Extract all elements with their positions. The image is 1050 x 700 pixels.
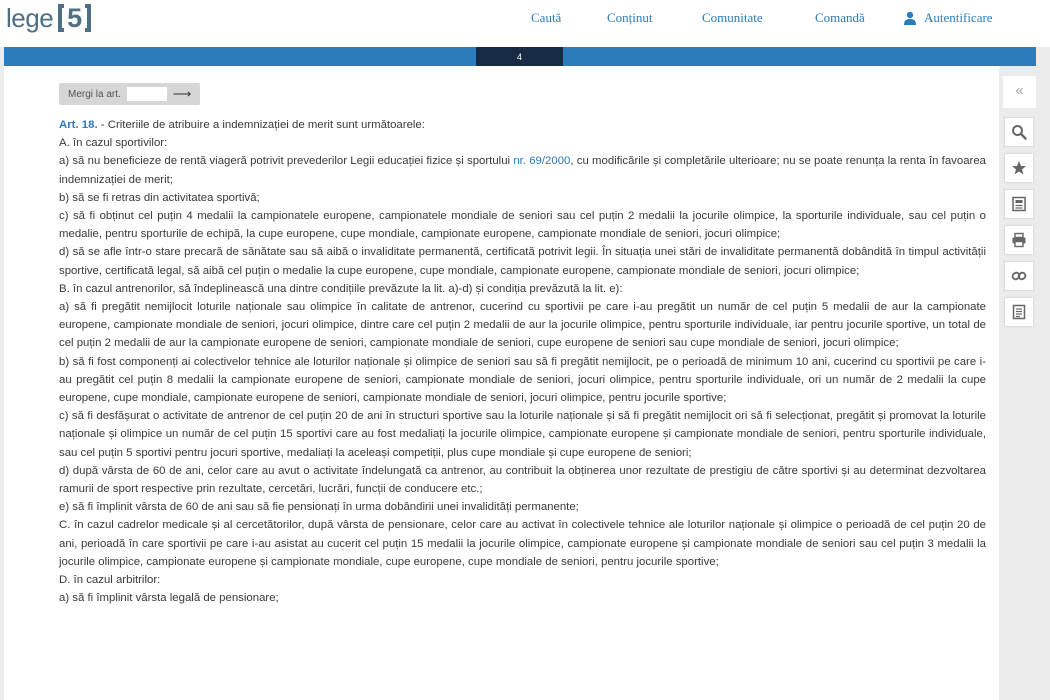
site-header — [0, 0, 1050, 47]
goto-article-box — [59, 83, 200, 105]
section-a-item-a-post: , cu modificările și completările ulterioare; nu se poate renunța la renta în favoarea indemnizației de merit; — [59, 155, 987, 186]
section-a-item-a-pre: a) să nu beneficieze de rentă viageră potrivit prevederilor Legii educației fizice și sportului — [59, 155, 514, 168]
section-a-item-d: d) să se afle într-o stare precară de sănătate sau să aibă o invaliditate permanentă, certificată potrivit legii. În situația unei stări de invaliditate permanentă dobândită în timpul activității sportive, certificată legal, să aibă cel puțin o medalie la cupe europene, cupe mondiale, campionate europene, campionate mondiale de seniori, jocuri olimpice; — [59, 246, 986, 277]
search-tool-button[interactable] — [1004, 117, 1034, 147]
nav-community[interactable]: Comunitate — [702, 10, 763, 25]
star-icon — [1011, 160, 1027, 176]
section-d-item-a: a) să fi împlinit vârsta legală de pensionare; — [59, 592, 279, 605]
article-sep: - — [97, 119, 108, 131]
article-heading — [59, 116, 986, 134]
goto-arrow-button[interactable]: ⟶ — [172, 86, 192, 101]
logo-text: lege — [6, 2, 54, 33]
section-b-item-b: b) să fi fost componenți ai colectivelor tehnice ale loturilor naționale și olimpice de seniori sau să fi pregătit nemijlocit, pe o perioadă de minimum 10 ani, cucerind cu sportivii pe care i-au pregătit cel puțin 8 medalii la campionate europene de seniori, campionate mondiale de seniori, jocuri olimpice, pentru sporturile individuale, ori un număr de 2 medalii la cupe europene, cupe mondiale, campionate europene de seniori, campionate mondiale de seniori, jocuri olimpice, pentru jocurile sportive; — [59, 355, 986, 405]
section-a-item-a — [59, 152, 986, 188]
section-a-item-c: c) să fi obținut cel puțin 4 medalii la campionatele europene, campionatele mondiale de seniori sau cel puțin 2 medalii la jocurile olimpice, la sporturile individuale, sau cel puțin o medalie, pentru sporturile de echipă, la cupe europene, cupe mondiale, campionate europene, campionate mondiale de seniori, jocuri olimpice; — [59, 210, 986, 241]
site-logo[interactable] — [6, 0, 91, 36]
document-icon — [1011, 196, 1027, 212]
collapse-sidebar-button[interactable]: « — [1003, 76, 1036, 108]
nav-login[interactable] — [903, 10, 993, 26]
nav-content[interactable]: Conținut — [607, 10, 653, 25]
logo-bracket-right — [85, 4, 91, 32]
section-a-title: A. în cazul sportivilor: — [59, 137, 168, 150]
nav-search[interactable]: Caută — [531, 10, 562, 25]
favorite-tool-button[interactable] — [1004, 153, 1034, 183]
section-b-item-a: a) să fi pregătit nemijlocit loturile naționale sau olimpice în calitate de antrenor, cucerind cu sportivii pe care i-au pregătit un număr de cel puțin 5 medalii de aur la campionate europene, campionate mondiale de seniori, jocuri olimpice, dintre care cel puțin 2 medalii de aur la jocurile olimpice, pentru sporturile individuale, iar pentru jocurile sportive, un total de cel puțin 2 medalii de aur la campionate europene de seniori, campionate mondiale de seniori, cupe europene de seniori sau cupe mondiale de seniori, jocuri olimpice; — [59, 301, 986, 350]
notes-tool-button[interactable] — [1004, 297, 1034, 327]
link-icon — [1011, 268, 1027, 284]
logo-box — [58, 3, 91, 33]
search-icon — [1011, 124, 1027, 140]
law-link[interactable]: nr. 69/2000 — [513, 155, 571, 168]
section-b-item-c: c) să fi desfășurat o activitate de antrenor de cel puțin 20 de ani în structuri sportive sau la loturile naționale și să fi pregătit nemijlocit ori să fi selecționat, pregătit și promovat la loturile naționale și olimpice un număr de cel puțin 15 sportivi care au fost medaliați la jocurile olimpice, campionate europene și campionate mondiale de seniori, pentru sporturile individuale, sau cel puțin 5 sportivi pentru jocuri sportive, medaliați la aceleași competiții, plus cupe mondiale și cupe europene de seniori; — [59, 410, 986, 459]
goto-label: Mergi la art. — [68, 88, 121, 100]
section-b-item-e: e) să fi împlinit vârsta de 60 de ani sau să fie pensionați în urma dobândirii unei invalidități permanente; — [59, 501, 579, 514]
article-intro: Criteriile de atribuire a indemnizației de merit sunt următoarele: — [107, 119, 425, 131]
link-tool-button[interactable] — [1004, 261, 1034, 291]
section-b-title: B. în cazul antrenorilor, să îndeplinească una dintre condițiile prevăzute la lit. a)-d) și condiția prevăzută la lit. e): — [59, 282, 623, 295]
goto-article-input[interactable] — [127, 87, 167, 101]
document-tool-button[interactable] — [1004, 189, 1034, 219]
section-a-item-b: b) să se fi retras din activitatea sportivă; — [59, 191, 260, 204]
section-d-title: D. în cazul arbitrilor: — [59, 574, 161, 587]
section-b-item-d: d) după vârsta de 60 de ani, celor care au avut o activitate îndelungată ca antrenor, au contribuit la obținerea unor rezultate de prestigiu de către sportivi și au determinat dezvoltarea ramurii de sport respective prin rezultate, cercetări, lucrări, funcții de conducere etc.; — [59, 464, 986, 496]
print-tool-button[interactable] — [1004, 225, 1034, 255]
section-c-text: C. în cazul cadrelor medicale și al cercetătorilor, după vârsta de pensionare, celor care au activat în colectivele tehnice ale loturilor naționale și olimpice o perioadă de cel puțin 20 de ani, perioadă în care sportivii pe care i-au asistat au cucerit cel puțin 15 medalii la jocurile olimpice, campionate europene și campionate mondiale de seniori sau cel puțin 3 medalii la jocurile olimpice, campionate europene și campionate mondiale, cupe europene, cupe mondiale de seniori, pentru jocurile sportive; — [59, 519, 986, 568]
article-number[interactable]: Art. 18. — [59, 119, 98, 131]
article-text — [59, 116, 986, 607]
notes-icon — [1011, 304, 1027, 320]
page-indicator[interactable]: 4 — [476, 47, 563, 66]
user-icon — [903, 11, 917, 25]
logo-number: 5 — [67, 3, 83, 33]
nav-order[interactable]: Comandă — [815, 10, 865, 25]
print-icon — [1011, 232, 1027, 248]
nav-login-label: Autentificare — [924, 10, 993, 25]
